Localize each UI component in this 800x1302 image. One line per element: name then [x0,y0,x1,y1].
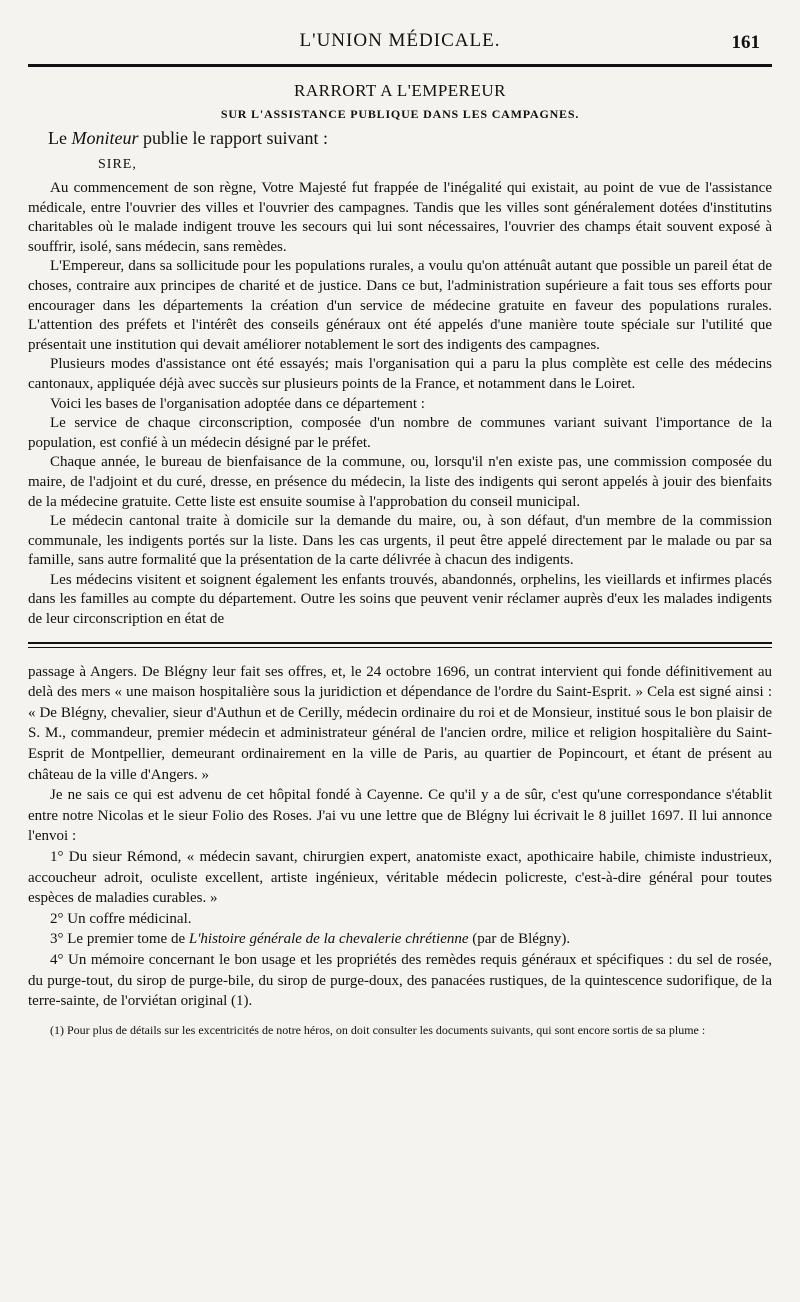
journal-name: Moniteur [71,128,139,148]
intro-line [48,128,772,149]
feuilleton-paragraph: passage à Angers. De Blégny leur fait ses offres, et, le 24 octobre 1696, un contrat intervient qui fonde définitivement au delà des mers « une maison hospitalière sous la juridiction et dépendance de l'ordre du Saint-Esprit. » Cela est signé ainsi : « De Blégny, chevalier, sieur d'Authun et de Cerilly, médecin ordinaire du roi et de Monsieur, institué sous le bon plaisir de S. M., commandeur, premier médecin et administrateur général de l'ancien ordre, milice et religion hospitalière du Saint-Esprit de Montpellier, demeurant ordinairement en la ville de Paris, au quartier de Popincourt, et étant de présent au château de la ville d'Angers. » [28,663,772,783]
article-title: RARRORT A L'EMPEREUR [294,81,506,100]
header-rule [28,64,772,67]
report-paragraph: Plusieurs modes d'assistance ont été essayés; mais l'organisation qui a paru la plus complète est celle des médecins cantonaux, appliquée déjà avec succès sur plusieurs points de la France, et notamment dans le Loiret. [28,356,772,392]
report-paragraph: L'Empereur, dans sa sollicitude pour les populations rurales, a voulu qu'on atténuât autant que possible un pareil état de choses, contraire aux principes de charité et de justice. Dans ce but, l'administration supérieure a fait tous ses efforts pour encourager dans les départements la création d'un service de médecine gratuite en faveur des populations rurales. L'attention des préfets et l'intérêt des conseils généraux ont été appelés d'une manière toute spéciale sur l'utilité que présentait une institution qui devait améliorer notablement le sort des indigents des campagnes. [28,258,772,353]
footnote: (1) Pour plus de détails sur les excentricités de notre héros, on doit consulter les documents suivants, qui sont encore sortis de sa plume : [50,1022,706,1037]
report-paragraph: Chaque année, le bureau de bienfaisance de la commune, ou, lorsqu'il n'en existe pas, une commission composée du maire, de l'adjoint et du curé, dresse, en présence du médecin, la liste des indigents qui seront appelés à jouir des bienfaits de la médecine gratuite. Cette liste est ensuite soumise à l'approbation du conseil municipal. [28,454,772,510]
salutation: SIRE, [98,157,137,172]
report-paragraph: Au commencement de son règne, Votre Majesté fut frappée de l'inégalité qui existait, au point de vue de l'assistance médicale, entre l'ouvrier des villes et l'ouvrier des campagnes. Tandis que les villes sont généralement dotées d'institutins charitables où le malade indigent trouve les secours qui lui sont nécessaires, l'ouvrier des champs était souvent exposé à souffrir, isolé, sans médecin, sans remèdes. [28,180,772,255]
item3-prefix: 3° Le premier tome de [50,931,189,948]
intro-prefix: Le [48,128,72,148]
book-title: L'histoire générale de la chevalerie chrétienne [188,931,469,948]
intro-suffix: publie le rapport suivant : [138,128,328,148]
feuilleton-body [28,662,772,1038]
page-header [28,26,772,56]
report-paragraph: Voici les bases de l'organisation adoptée dans ce département : [50,395,425,412]
feuilleton-paragraph-item3 [28,929,772,950]
article-subtitle: SUR L'ASSISTANCE PUBLIQUE DANS LES CAMPAGNES. [220,107,580,121]
feuilleton-paragraph: 1° Du sieur Rémond, « médecin savant, chirurgien expert, anatomiste exact, apothicaire habile, chimiste industrieux, accoucheur adroit, oculiste excellent, artiste ingénieux, véritable médecin policreste, c'est-à-dire général pour toutes espèces de maladies curables. » [28,849,772,907]
feuilleton-divider [28,642,772,648]
item3-suffix: (par de Blégny). [468,931,571,948]
report-paragraph: Le médecin cantonal traite à domicile sur la demande du maire, ou, à son défaut, d'un membre de la commission communale, les indigents portés sur la liste. Dans les cas urgents, il peut être appelé directement par le malade ou par sa famille, sans autre formalité que la présentation de la carte délivrée à chacun des indigents. [28,513,772,569]
report-paragraph: Le service de chaque circonscription, composée d'un nombre de communes variant suivant l'importance de la population, est confié à un médecin désigné par le préfet. [28,415,772,451]
report-body [28,179,772,630]
feuilleton-paragraph: 2° Un coffre médicinal. [50,910,192,927]
feuilleton-paragraph: Je ne sais ce qui est advenu de cet hôpital fondé à Cayenne. Ce qu'il y a de sûr, c'est qu'une correspondance s'établit entre notre Nicolas et le sieur Folio des Roses. J'ai vu une lettre que de Blégny lui écrivait le 8 juillet 1697. Il lui annonce l'envoi : [28,787,772,845]
page-number: 161 [731,32,760,53]
running-title: L'UNION MÉDICALE. [299,30,501,51]
report-paragraph: Les médecins visitent et soignent également les enfants trouvés, abandonnés, orphelins, les vieillards et infirmes placés dans les familles au compte du département. Outre les soins que peuvent venir réclamer auprès d'eux les malades indigents de leur circonscription en état de [28,571,772,628]
feuilleton-paragraph: 4° Un mémoire concernant le bon usage et les propriétés des remèdes requis généraux et spécifiques : du sel de rosée, du purge-tout, du sirop de purge-bile, du sirop de purge-doux, des panacées rustiques, de la quintescence sudorifique, de la terre-sainte, de l'orviétan original (1). [28,951,772,1010]
